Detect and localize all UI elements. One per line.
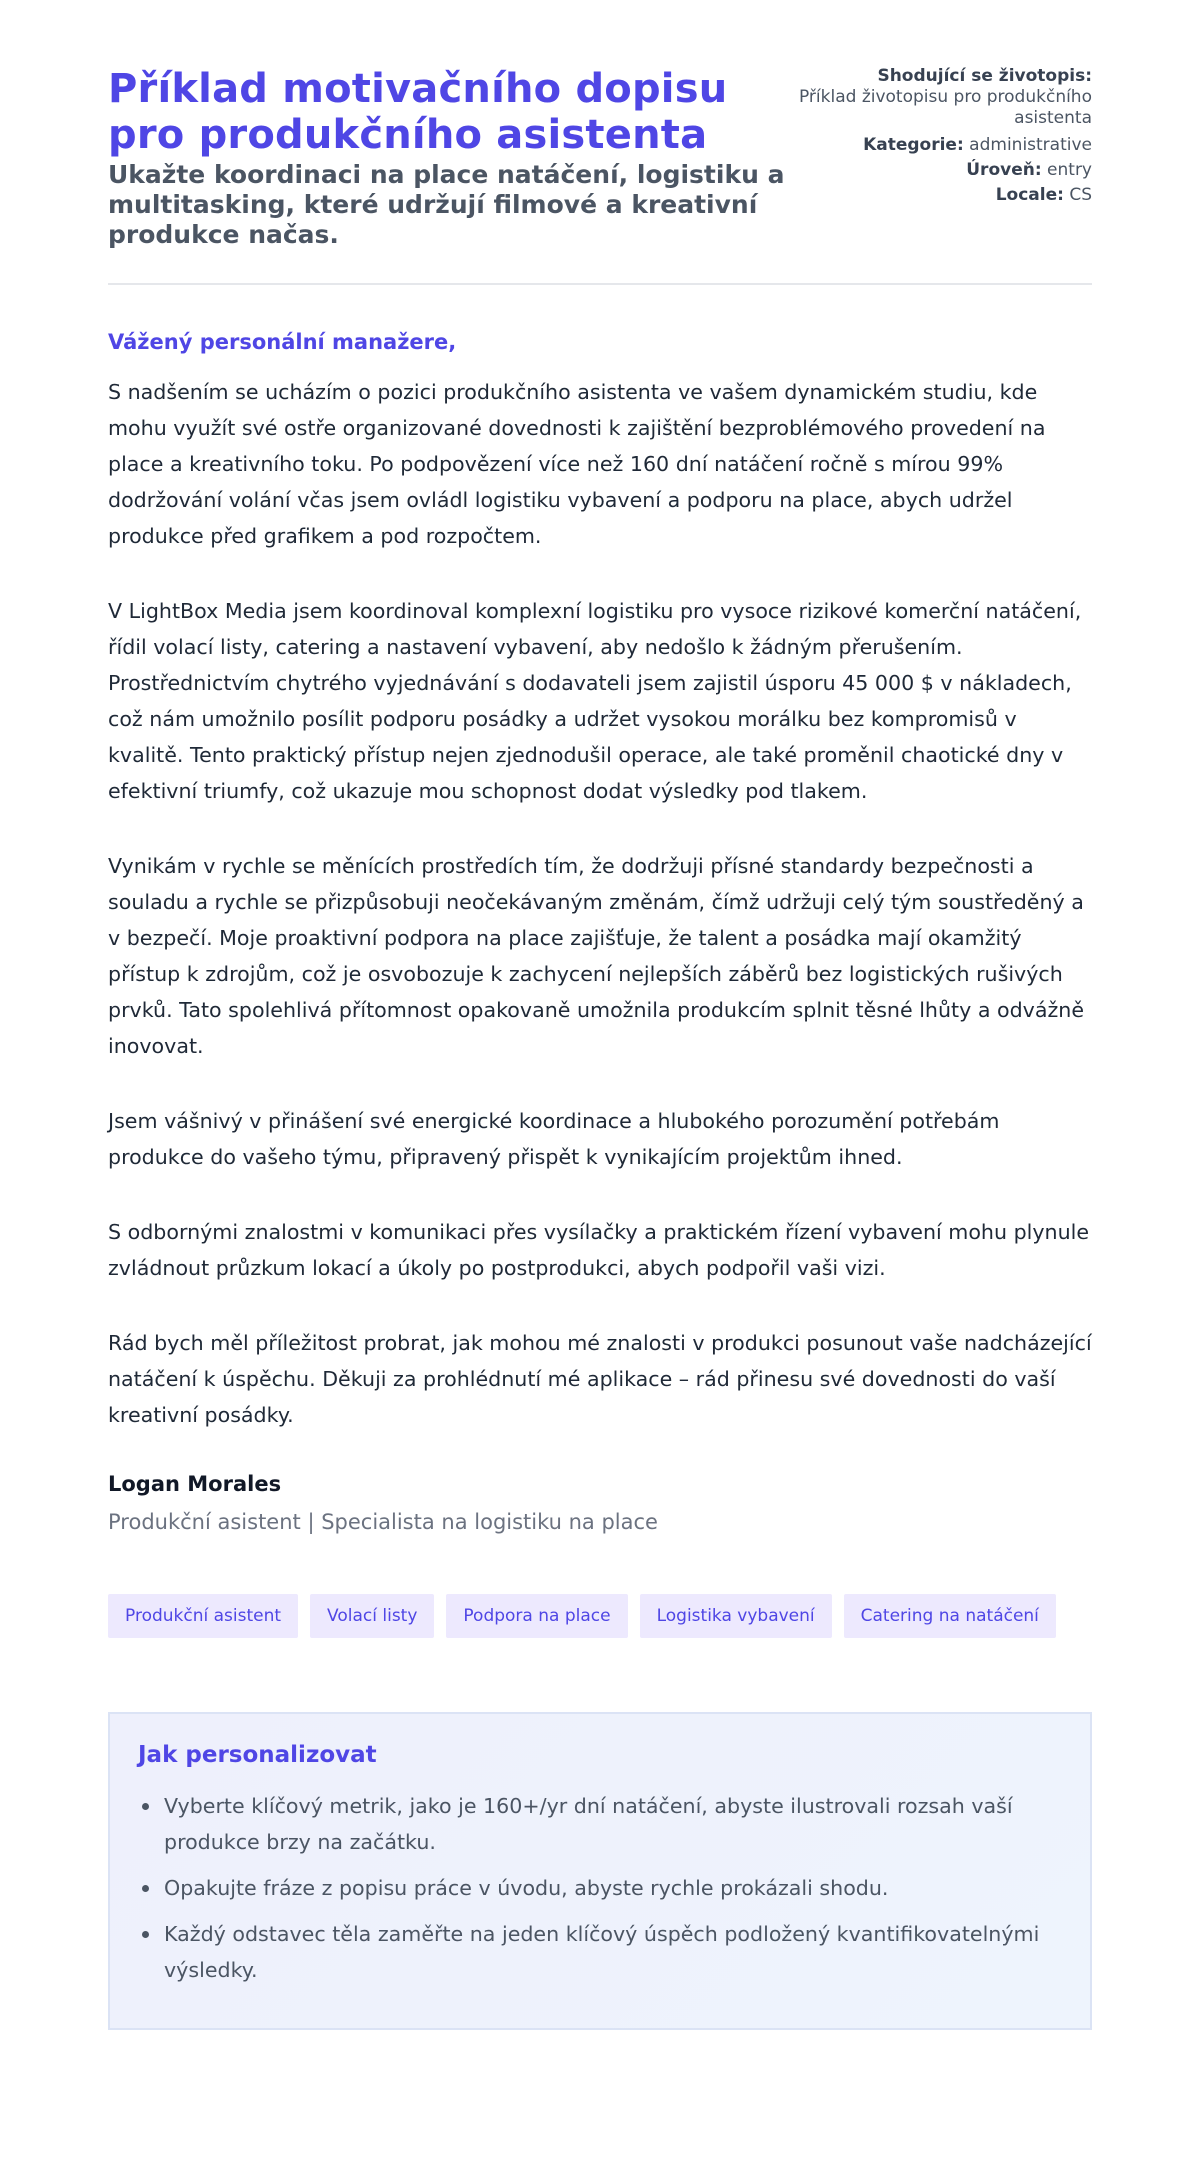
tips-list	[138, 1788, 1062, 1988]
letter-paragraph: S odbornými znalostmi v komunikaci přes vysílačky a praktickém řízení vybavení mohu plynule zvládnout průzkum lokací a úkoly po postprodukci, abych podpořil vaši vizi.	[108, 1220, 1090, 1280]
meta-category	[772, 135, 1092, 156]
tag-list	[108, 1594, 1092, 1638]
letter-paragraph: Rád bych měl příležitost probrat, jak mohou mé znalosti v produkci posunout vaše nadcházející natáčení k úspěchu. Děkuji za prohlédnutí mé aplikace – rád přinesu své dovednosti do vaší kreativní posádky.	[108, 1331, 1092, 1427]
meta-locale-value: CS	[1069, 185, 1092, 205]
tag: Logistika vybavení	[640, 1594, 832, 1638]
letter-paragraph: Jsem vášnivý v přinášení své energické koordinace a hlubokého porozumění potřebám produkce do vašeho týmu, připravený přispět k vynikajícím projektům ihned.	[108, 1109, 1000, 1169]
meta-level-value: entry	[1047, 160, 1092, 180]
page-subtitle: Ukažte koordinaci na place natáčení, logistiku a multitasking, které udržují filmové a kreativní produkce načas.	[108, 160, 785, 249]
tip-item: Vyberte klíčový metrik, jako je 160+/yr dní natáčení, abyste ilustrovali rozsah vaší produkce brzy na začátku.	[138, 1788, 1062, 1860]
meta-locale-label: Locale:	[995, 185, 1064, 205]
signature-block	[108, 1472, 1092, 1534]
meta-matching-resume	[772, 66, 1092, 129]
meta-locale	[772, 185, 1092, 206]
tag: Produkční asistent	[108, 1594, 298, 1638]
personalization-tips-box	[108, 1712, 1092, 2030]
meta-category-label: Kategorie:	[863, 135, 964, 155]
meta-panel	[772, 66, 1092, 210]
page-header	[108, 0, 1092, 285]
letter-paragraph: S nadšením se ucházím o pozici produkčního asistenta ve vašem dynamickém studiu, kde mohu využít své ostře organizované dovednosti k zajištění bezproblémového provedení na place a kreativního toku. Po podpovězení více než 160 dní natáčení ročně s mírou 99% dodržování volání včas jsem ovládl logistiku vybavení a podporu na place, abych udržel produkce před grafikem a pod rozpočtem.	[108, 380, 1046, 548]
tip-item: Opakujte fráze z popisu práce v úvodu, abyste rychle prokázali shodu.	[138, 1870, 1062, 1906]
letter-body	[108, 374, 1092, 1433]
tips-title: Jak personalizovat	[138, 1742, 377, 1768]
meta-resume-value: Příklad životopisu pro produkčního asistenta	[798, 87, 1092, 128]
letter-paragraph: V LightBox Media jsem koordinoval komplexní logistiku pro vysoce rizikové komerční natáčení, řídil volací listy, catering a nastavení vybavení, aby nedošlo k žádným přerušením. Prostřednictvím chytrého vyjednávání s dodavateli jsem zajistil úsporu 45 000 $ v nákladech, což nám umožnilo posílit podporu posádky a udržet vysokou morálku bez kompromisů v kvalitě. Tento praktický přístup nejen zjednodušil operace, ale také proměnil chaotické dny v efektivní triumfy, což ukazuje mou schopnost dodat výsledky pod tlakem.	[108, 599, 1082, 803]
meta-level	[772, 160, 1092, 181]
tag: Volací listy	[310, 1594, 434, 1638]
tag: Podpora na place	[446, 1594, 627, 1638]
tip-item: Každý odstavec těla zaměřte na jeden klíčový úspěch podložený kvantifikovatelnými výsledky.	[138, 1916, 1062, 1988]
meta-level-label: Úroveň:	[966, 160, 1042, 180]
tag: Catering na natáčení	[844, 1594, 1056, 1638]
meta-resume-label: Shodující se životopis:	[877, 66, 1092, 86]
letter-salutation: Vážený personální manažere,	[108, 330, 457, 354]
meta-category-value: administrative	[969, 135, 1092, 155]
signature-title: Produkční asistent | Specialista na logistiku na place	[108, 1510, 658, 1534]
signature-name: Logan Morales	[108, 1472, 282, 1496]
page-title: Příklad motivačního dopisu pro produkčního asistenta	[108, 66, 728, 158]
letter-paragraph: Vynikám v rychle se měnících prostředích tím, že dodržuji přísné standardy bezpečnosti a souladu a rychle se přizpůsobuji neočekávaným změnám, čímž udržuji celý tým soustředěný a v bezpečí. Moje proaktivní podpora na place zajišťuje, že talent a posádka mají okamžitý přístup k zdrojům, což je osvobozuje k zachycení nejlepších záběrů bez logistických rušivých prvků. Tato spolehlivá přítomnost opakovaně umožnila produkcím splnit těsné lhůty a odvážně inovovat.	[108, 854, 1085, 1058]
